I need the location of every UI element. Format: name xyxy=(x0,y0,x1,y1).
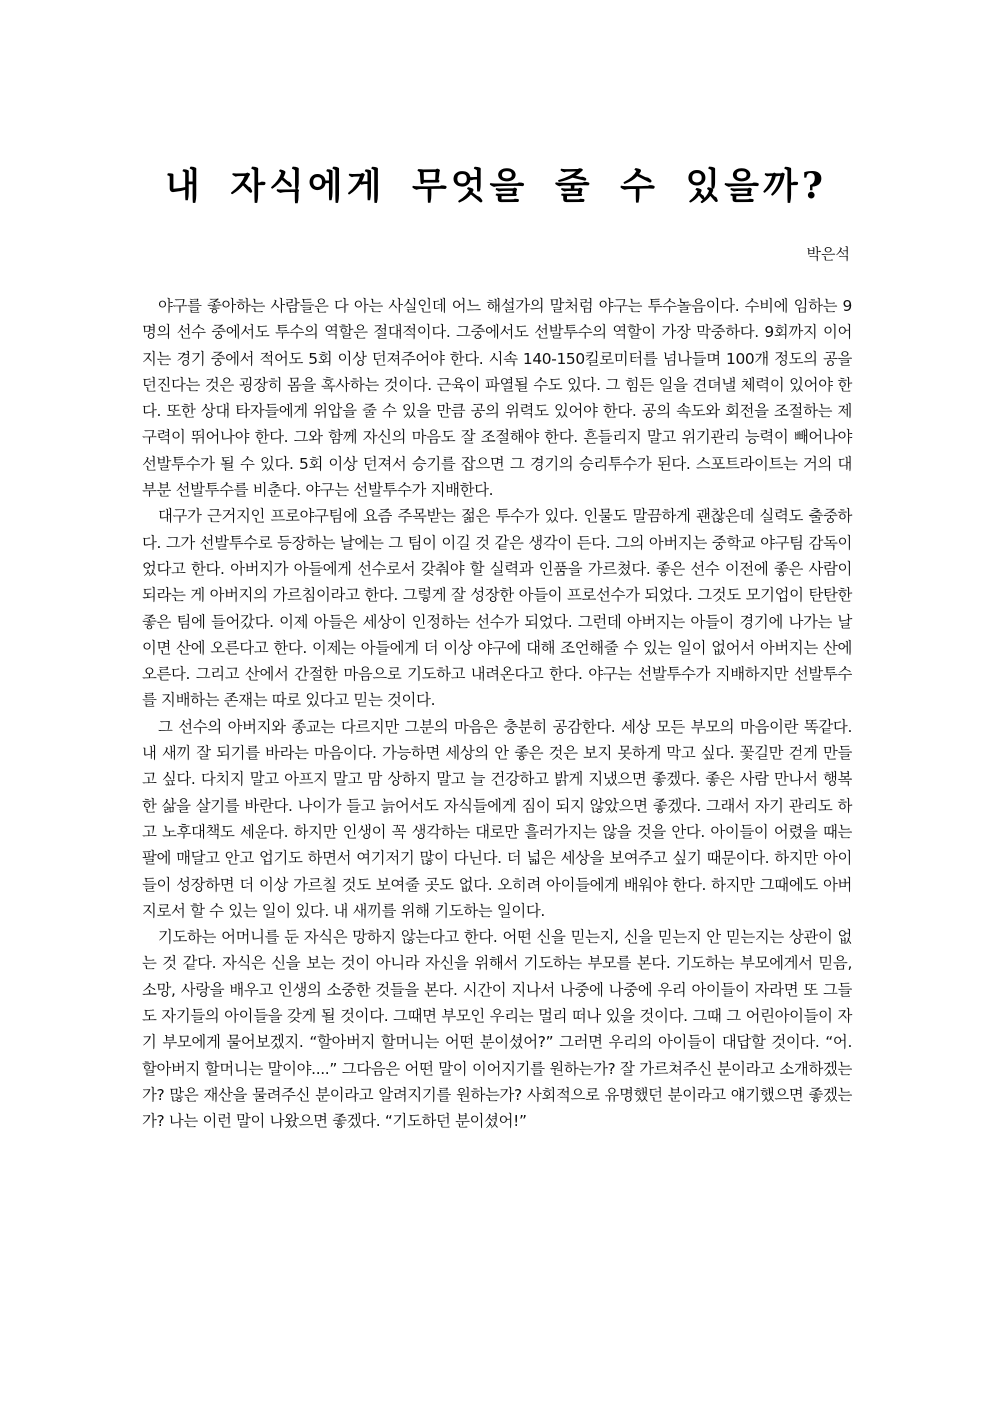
paragraph-2: 대구가 근거지인 프로야구팀에 요즘 주목받는 젊은 투수가 있다. 인물도 말끔하게 괜찮은데 실력도 출중하다. 그가 선발투수로 등장하는 날에는 그 팀이 이길 것 같은 생각이 든다. 그의 아버지는 중학교 야구팀 감독이었다고 한다. 아버지가 아들에게 선수로서 갖춰야 할 실력과 인품을 가르쳤다. 좋은 선수 이전에 좋은 사람이 되라는 게 아버지의 가르침이라고 한다. 그렇게 잘 성장한 아들이 프로선수가 되었다. 그것도 모기업이 탄탄한 좋은 팀에 들어갔다. 이제 아들은 세상이 인정하는 선수가 되었다. 그런데 아버지는 아들이 경기에 나가는 날이면 산에 오른다고 한다. 이제는 아들에게 더 이상 야구에 대해 조언해줄 수 있는 일이 없어서 아버지는 산에 오른다. 그리고 산에서 간절한 마음으로 기도하고 내려온다고 한다. 야구는 선발투수가 지배하지만 선발투수를 지배하는 존재는 따로 있다고 믿는 것이다. xyxy=(142,507,852,710)
article-body xyxy=(142,293,852,1135)
paragraph-3: 그 선수의 아버지와 종교는 다르지만 그분의 마음은 충분히 공감한다. 세상 모든 부모의 마음이란 똑같다. 내 새끼 잘 되기를 바라는 마음이다. 가능하면 세상의 안 좋은 것은 보지 못하게 막고 싶다. 꽃길만 걷게 만들고 싶다. 다치지 말고 아프지 말고 맘 상하지 말고 늘 건강하고 밝게 지냈으면 좋겠다. 좋은 사람 만나서 행복한 삶을 살기를 바란다. 나이가 들고 늙어서도 자식들에게 짐이 되지 않았으면 좋겠다. 그래서 자기 관리도 하고 노후대책도 세운다. 하지만 인생이 꼭 생각하는 대로만 흘러가지는 않을 것을 안다. 아이들이 어렸을 때는 팔에 매달고 안고 업기도 하면서 여기저기 많이 다닌다. 더 넓은 세상을 보여주고 싶기 때문이다. 하지만 아이들이 성장하면 더 이상 가르칠 것도 보여줄 곳도 없다. 오히려 아이들에게 배워야 한다. 하지만 그때에도 아버지로서 할 수 있는 일이 있다. 내 새끼를 위해 기도하는 일이다. xyxy=(142,717,852,920)
author-name: 박은석 xyxy=(806,245,850,263)
paragraph-1: 야구를 좋아하는 사람들은 다 아는 사실인데 어느 해설가의 말처럼 야구는 투수놀음이다. 수비에 임하는 9명의 선수 중에서도 투수의 역할은 절대적이다. 그중에서도 선발투수의 역할이 가장 막중하다. 9회까지 이어지는 경기 중에서 적어도 5회 이상 던져주어야 한다. 시속 140-150킬로미터를 넘나들며 100개 정도의 공을 던진다는 것은 굉장히 몸을 혹사하는 것이다. 근육이 파열될 수도 있다. 그 힘든 일을 견뎌낼 체력이 있어야 한다. 또한 상대 타자들에게 위압을 줄 수 있을 만큼 공의 위력도 있어야 한다. 공의 속도와 회전을 조절하는 제구력이 뛰어나야 한다. 그와 함께 자신의 마음도 잘 조절해야 한다. 흔들리지 말고 위기관리 능력이 빼어나야 선발투수가 될 수 있다. 5회 이상 던져서 승기를 잡으면 그 경기의 승리투수가 된다. 스포트라이트는 거의 대부분 선발투수를 비춘다. 야구는 선발투수가 지배한다. xyxy=(142,297,852,500)
document-title: 내 자식에게 무엇을 줄 수 있을까? xyxy=(165,165,827,207)
paragraph-4: 기도하는 어머니를 둔 자식은 망하지 않는다고 한다. 어떤 신을 믿는지, 신을 믿는지 안 믿는지는 상관이 없는 것 같다. 자식은 신을 보는 것이 아니라 자신을 위해서 기도하는 부모를 본다. 기도하는 부모에게서 믿음, 소망, 사랑을 배우고 인생의 소중한 것들을 본다. 시간이 지나서 나중에 나중에 우리 아이들이 자라면 또 그들도 자기들의 아이들을 갖게 될 것이다. 그때면 부모인 우리는 멀리 떠나 있을 것이다. 그때 그 어린아이들이 자기 부모에게 물어보겠지. “할아버지 할머니는 어떤 분이셨어?” 그러면 우리의 아이들이 대답할 것이다. “어. 할아버지 할머니는 말이야....” 그다음은 어떤 말이 이어지기를 원하는가? 잘 가르쳐주신 분이라고 소개하겠는가? 많은 재산을 물려주신 분이라고 알려지기를 원하는가? 사회적으로 유명했던 분이라고 얘기했으면 좋겠는가? 나는 이런 말이 나왔으면 좋겠다. “기도하던 분이셨어!” xyxy=(142,928,852,1131)
